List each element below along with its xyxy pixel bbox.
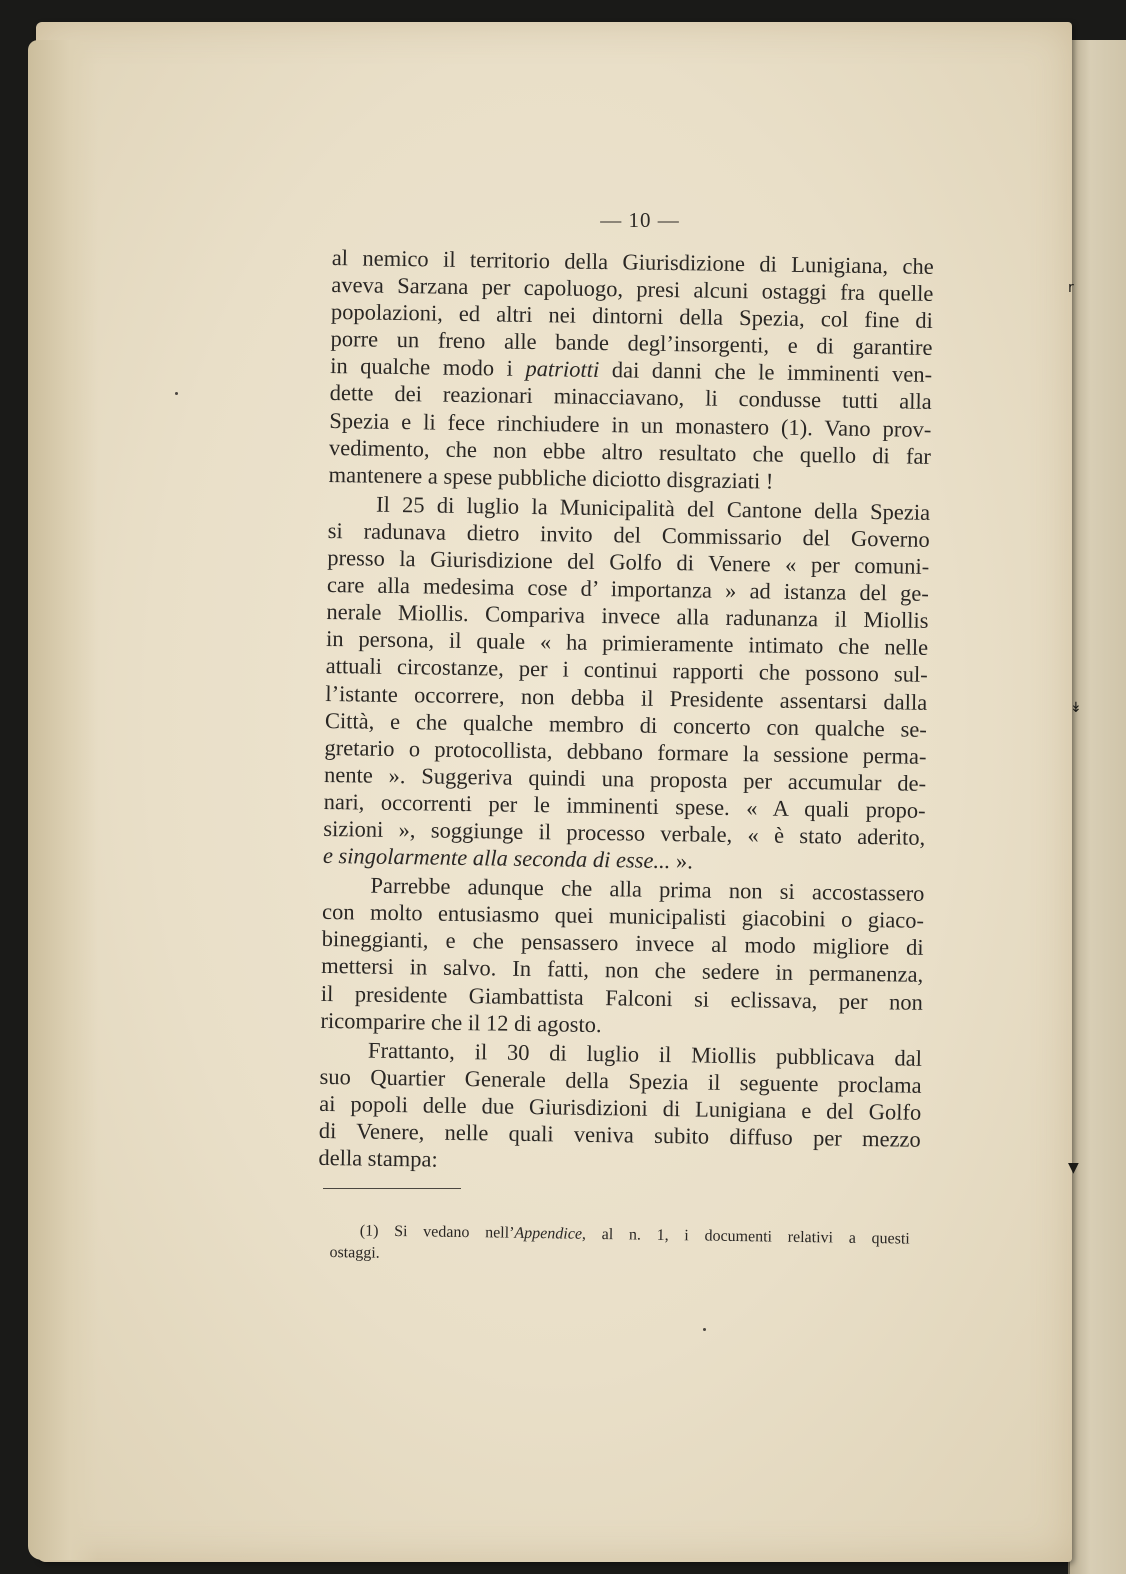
text-line: della stampa: — [318, 1144, 438, 1172]
paragraph — [318, 1036, 922, 1180]
text-line: in persona, il quale « ha primieramente intimato che nelle — [325, 626, 929, 661]
text-line: si radunava dietro invito del Commissario del Governo — [327, 517, 930, 552]
text-line: Città, e che qualche membro di concerto con qualche se- — [324, 707, 928, 742]
speck — [703, 1328, 706, 1331]
text-line: ai popoli delle due Giurisdizioni di Lunigiana e del Golfo — [319, 1090, 922, 1125]
text-line: Frattanto, il 30 di luglio il Miollis pubblicava dal — [367, 1037, 923, 1071]
paragraph — [328, 244, 934, 497]
text-line: sizioni », soggiunge il processo verbale, « è stato aderito, — [323, 815, 926, 850]
margin-mark: ↡ — [1070, 700, 1082, 716]
page-number: — 10 — — [600, 208, 680, 232]
facing-page-edge — [1068, 40, 1126, 1574]
text-line: gretario o protocollista, debbano formare la sessione perma- — [324, 734, 927, 769]
speck — [175, 392, 178, 395]
text-line: Il 25 di luglio la Municipalità del Cantone della Spezia — [375, 491, 931, 525]
text-line: in qualche modo i patriotti dai danni che le imminenti ven- — [330, 353, 933, 388]
body-text — [318, 244, 934, 1182]
text-line: popolazioni, ed altri nei dintorni della Spezia, col fine di — [330, 299, 934, 334]
text-line: mantenere a spese pubbliche diciotto disgraziati ! — [328, 461, 774, 494]
text-line: al nemico il territorio della Giurisdizione di Lunigiana, che — [331, 244, 934, 279]
paragraph — [320, 871, 924, 1042]
footnote-separator — [323, 1188, 461, 1189]
text-line: Spezia e li fece rinchiudere in un monastero (1). Vano prov- — [329, 407, 932, 442]
text-line: mettersi in salvo. In fatti, non che sedere in permanenza, — [321, 953, 924, 988]
text-line: nerale Miollis. Compariva invece alla radunanza il Miollis — [326, 599, 929, 634]
margin-mark: r — [1068, 280, 1074, 296]
text-line: dette dei reazionari minacciavano, li condusse tutti alla — [329, 380, 932, 415]
footnote — [329, 1220, 910, 1273]
text-line: nente ». Suggeriva quindi una proposta per accumular de- — [323, 761, 927, 796]
text-line: nari, occorrenti per le imminenti spese. « A quali propo- — [323, 788, 926, 823]
text-line: attuali circostanze, per i continui rapporti che possono sul- — [325, 653, 928, 688]
text-line: presso la Giurisdizione del Golfo di Venere « per comuni- — [327, 544, 930, 579]
footnote-line: ostaggi. — [329, 1243, 380, 1262]
text-line: aveva Sarzana per capoluogo, presi alcuni ostaggi fra quelle — [331, 272, 934, 307]
text-line: ricomparire che il 12 di agosto. — [320, 1007, 602, 1037]
worn-page-edge — [28, 40, 98, 1560]
paragraph — [323, 490, 931, 878]
text-line: vedimento, che non ebbe altro resultato che quello di far — [328, 434, 932, 469]
text-line: care alla medesima cose d’ importanza » ad istanza del ge- — [326, 572, 930, 607]
text-line: Parrebbe adunque che alla prima non si accostassero — [370, 872, 925, 907]
text-line: bineggianti, e che pensassero invece al modo migliore di — [321, 926, 924, 961]
text-line: l’istante occorrere, non debba il Presidente assentarsi dalla — [325, 680, 928, 715]
footnote-line: (1) Si vedano nell’Appendice, al n. 1, i documenti relativi a questi — [359, 1222, 910, 1248]
text-line: e singolarmente alla seconda di esse... ». — [322, 842, 694, 874]
text-line: suo Quartier Generale della Spezia il seguente proclama — [319, 1063, 922, 1098]
margin-mark: ▼ — [1068, 1160, 1079, 1176]
text-line: porre un freno alle bande degl’insorgenti, e di garantire — [330, 326, 933, 361]
text-line: di Venere, nelle quali veniva subito diffuso per mezzo — [318, 1117, 921, 1152]
text-line: con molto entusiasmo quei municipalisti giacobini o giaco- — [321, 899, 925, 934]
text-line: il presidente Giambattista Falconi si eclissava, per non — [320, 980, 924, 1015]
